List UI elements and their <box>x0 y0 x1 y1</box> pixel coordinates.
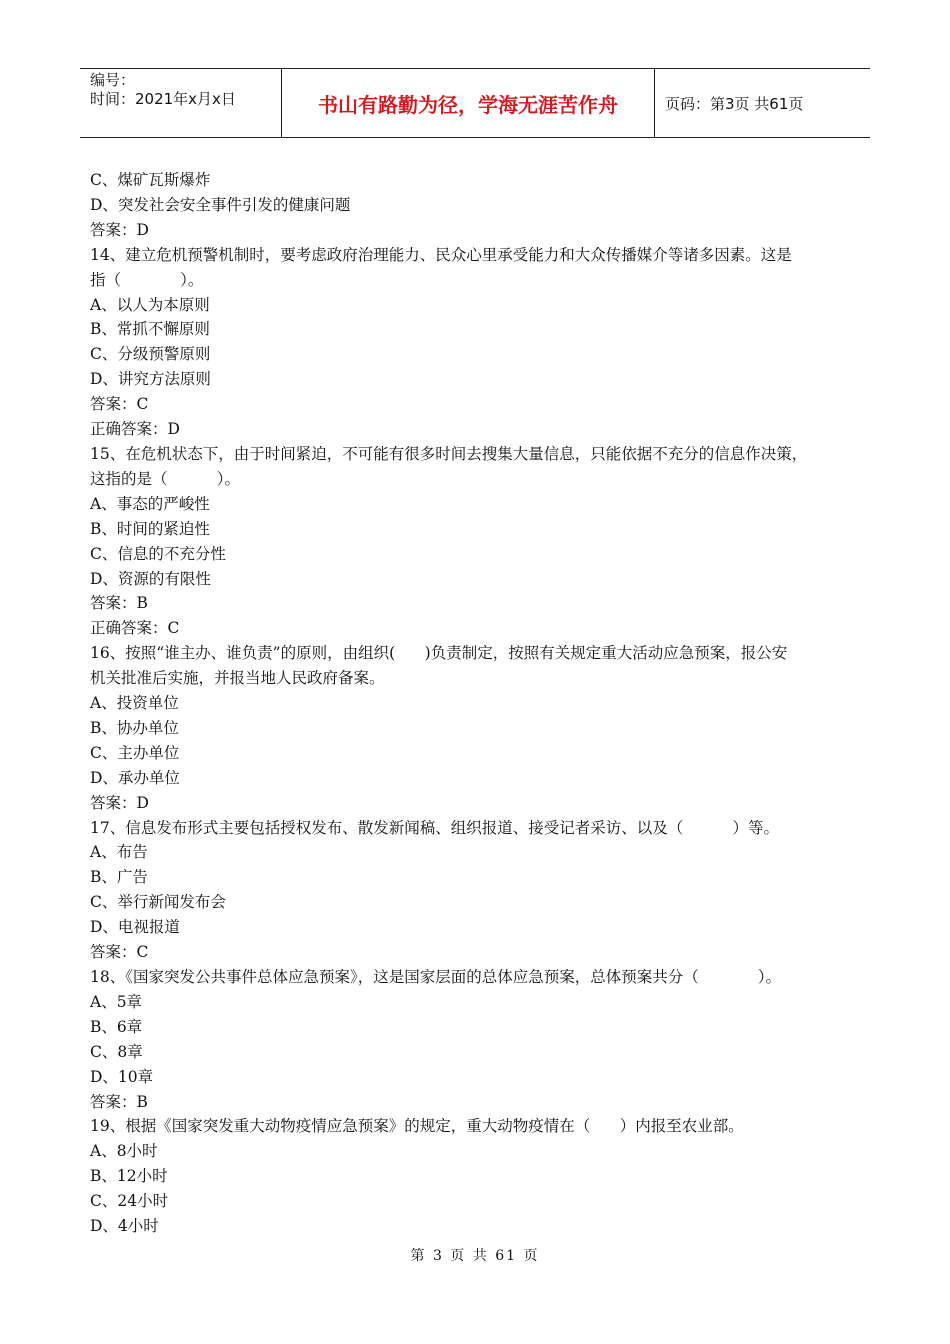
number-label: 编号： <box>90 71 136 89</box>
text-line: D、资源的有限性 <box>90 569 211 588</box>
text-line: 答案：B <box>90 594 148 613</box>
text-line: C、分级预警原则 <box>90 345 211 364</box>
page-header <box>80 68 870 138</box>
text-line: A、5章 <box>90 992 143 1011</box>
page-footer: 第 3 页 共 61 页 <box>410 1248 540 1264</box>
text-line: C、8章 <box>90 1042 143 1061</box>
text-line: B、广告 <box>90 868 148 887</box>
text-line: 这指的是（ ）。 <box>90 469 241 488</box>
text-line: C、信息的不充分性 <box>90 544 226 563</box>
text-line: 答案：C <box>90 943 149 962</box>
text-line: 答案：B <box>90 1092 148 1111</box>
text-line: B、常抓不懈原则 <box>90 320 210 339</box>
text-line: 18、《国家突发公共事件总体应急预案》，这是国家层面的总体应急预案，总体预案共分（ ）。 <box>90 968 782 986</box>
text-line: A、事态的严峻性 <box>90 494 210 513</box>
page-info: 页码：第3页 共61页 <box>665 94 804 113</box>
text-line: 指（ ）。 <box>90 270 204 289</box>
text-line: 16、按照“谁主办、谁负责”的原则，由组织( )负责制定，按照有关规定重大活动应急预案，报公安 <box>90 644 788 663</box>
text-line: D、4小时 <box>90 1217 159 1236</box>
text-line: D、突发社会安全事件引发的健康问题 <box>90 195 351 214</box>
text-line: A、以人为本原则 <box>90 295 210 314</box>
text-line: 机关批准后实施，并报当地人民政府备案。 <box>90 669 385 688</box>
date-label: 时间：2021年x月x日 <box>90 90 236 108</box>
text-line: A、投资单位 <box>90 694 179 713</box>
text-line: 正确答案：D <box>90 420 180 439</box>
text-line: D、讲究方法原则 <box>90 370 211 389</box>
text-line: D、10章 <box>90 1067 154 1086</box>
text-line: 正确答案：C <box>90 619 180 638</box>
text-line: D、承办单位 <box>90 768 180 787</box>
document-body <box>90 168 870 1239</box>
text-line: 15、在危机状态下，由于时间紧迫，不可能有很多时间去搜集大量信息，只能依据不充分的信息作决策， <box>90 444 808 463</box>
text-line: 答案：C <box>90 395 149 414</box>
header-left-cell <box>80 69 282 137</box>
motto: 书山有路勤为径，学海无涯苦作舟 <box>282 69 655 137</box>
text-line: 14、建立危机预警机制时，要考虑政府治理能力、民众心里承受能力和大众传播媒介等诸多因素。这是 <box>90 245 792 264</box>
text-line: D、电视报道 <box>90 918 180 937</box>
text-line: 答案：D <box>90 220 149 239</box>
text-line: B、时间的紧迫性 <box>90 519 210 538</box>
text-line: A、8小时 <box>90 1142 158 1161</box>
text-line: 19、根据《国家突发重大动物疫情应急预案》的规定，重大动物疫情在（ ）内报至农业部。 <box>90 1117 744 1136</box>
text-line: C、举行新闻发布会 <box>90 893 226 912</box>
text-line: A、布告 <box>90 843 148 862</box>
text-line: B、6章 <box>90 1017 143 1036</box>
text-line: B、12小时 <box>90 1167 168 1186</box>
text-line: C、煤矿瓦斯爆炸 <box>90 171 211 189</box>
text-line: C、主办单位 <box>90 743 180 762</box>
text-line: B、协办单位 <box>90 718 179 737</box>
text-line: C、24小时 <box>90 1192 169 1211</box>
text-line: 17、信息发布形式主要包括授权发布、散发新闻稿、组织报道、接受记者采访、以及（ ）等。 <box>90 818 779 837</box>
text-line: 答案：D <box>90 793 149 812</box>
